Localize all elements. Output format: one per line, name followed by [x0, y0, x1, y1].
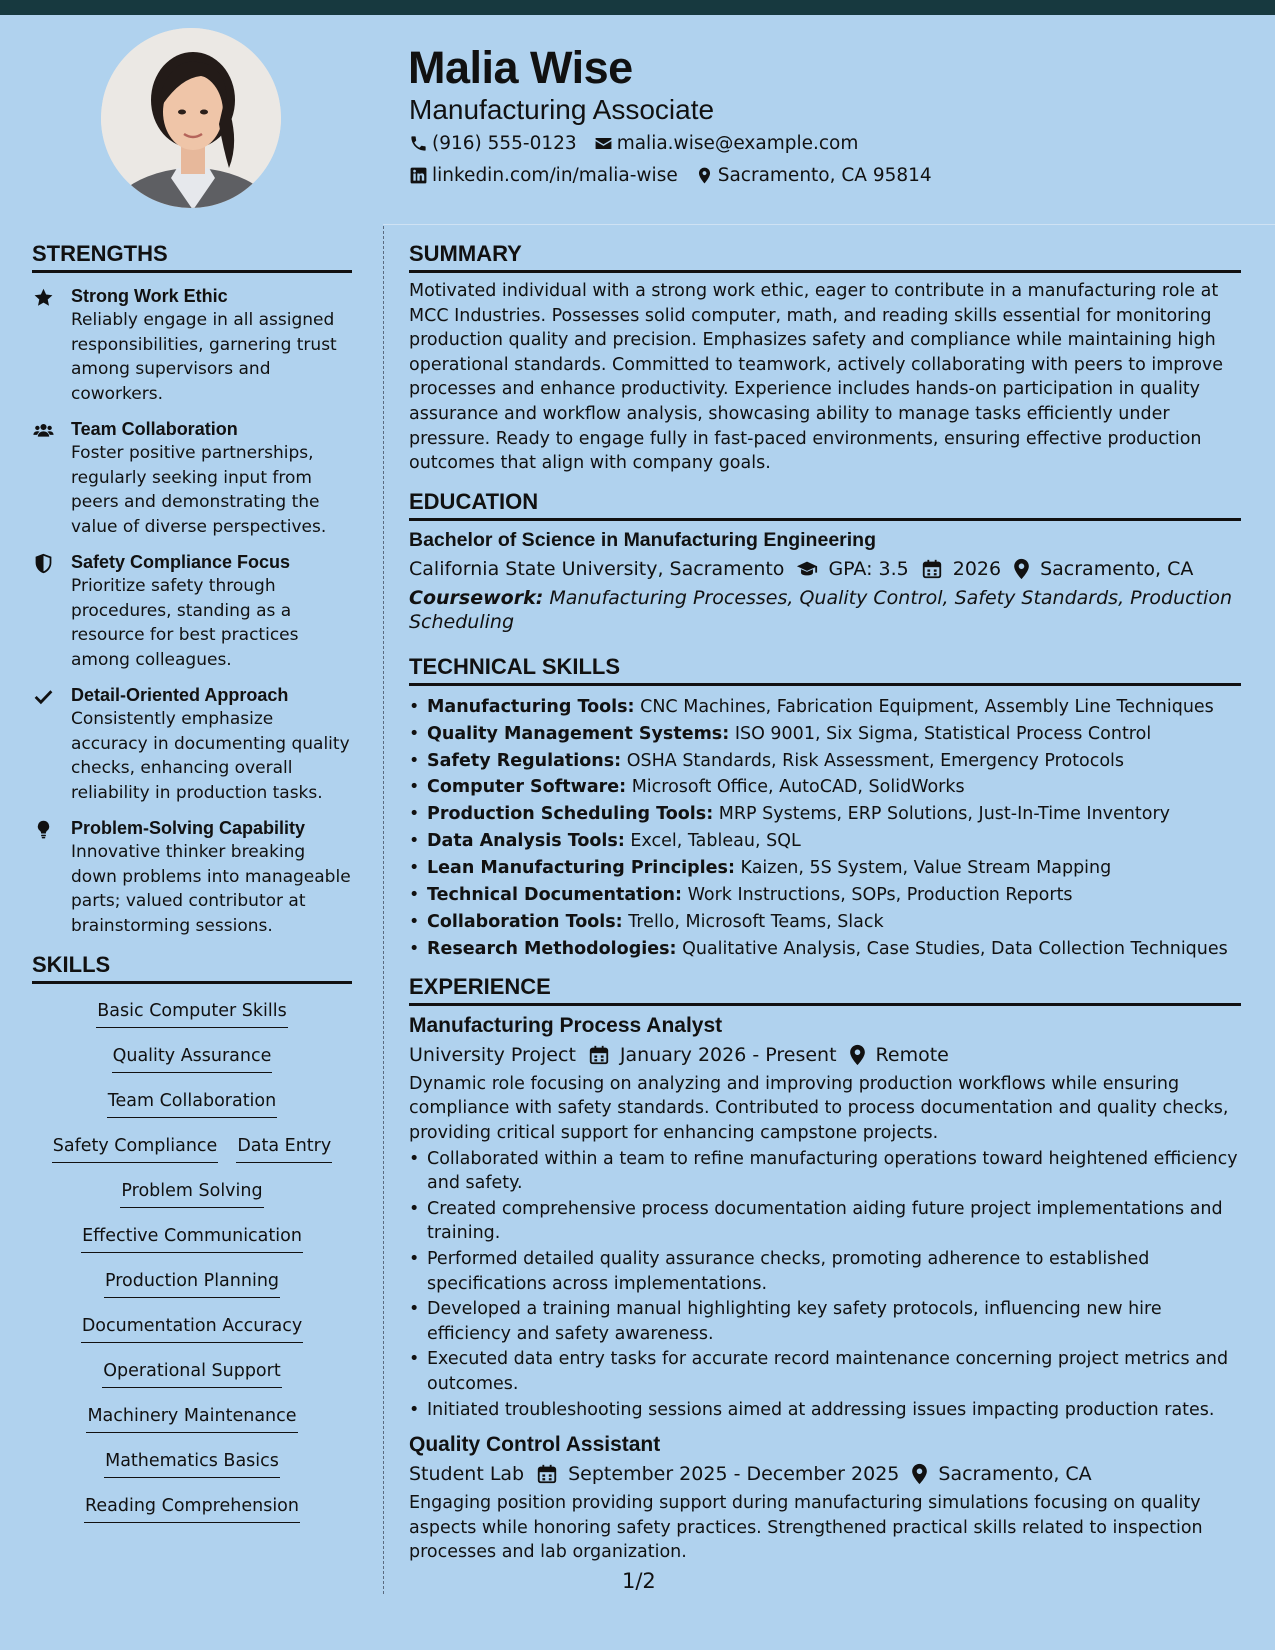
list-item: • Performed detailed quality assurance checks, promoting adherence to established specifications across implementations. — [409, 1247, 1241, 1296]
job-entry — [409, 1014, 1241, 1422]
job-location: Remote — [875, 1043, 949, 1066]
tech-skill-value: ISO 9001, Six Sigma, Statistical Process Control — [734, 723, 1152, 744]
coursework-text: Manufacturing Processes, Quality Control, Safety Standards, Production Scheduling — [409, 586, 1232, 634]
tech-skill-value: MRP Systems, ERP Solutions, Just-In-Time Inventory — [718, 804, 1171, 825]
location-text: Sacramento, CA 95814 — [717, 165, 932, 186]
profile-photo — [101, 28, 281, 208]
right-column — [409, 241, 1241, 1565]
tech-skill-value: Work Instructions, SOPs, Production Reports — [687, 885, 1073, 906]
tech-skill-label: Collaboration Tools: — [427, 912, 623, 932]
location-contact — [695, 165, 932, 186]
technical-skills-heading: TECHNICAL SKILLS — [409, 654, 1241, 686]
map-pin-icon — [911, 1463, 928, 1485]
map-pin-icon — [695, 166, 714, 185]
strength-item — [32, 683, 352, 805]
strength-item — [32, 284, 352, 406]
job-location: Sacramento, CA — [938, 1463, 1092, 1486]
list-item: • Developed a training manual highlighting key safety protocols, influencing new hire efficiency and safety awareness. — [409, 1297, 1241, 1346]
contact-row — [409, 133, 875, 154]
tech-skill-value: CNC Machines, Fabrication Equipment, Assembly Line Techniques — [640, 696, 1214, 717]
tech-skill-value: Excel, Tableau, SQL — [630, 831, 801, 852]
gpa-text: GPA: 3.5 — [828, 557, 909, 580]
strength-item — [32, 417, 352, 539]
experience-heading: EXPERIENCE — [409, 974, 1241, 1006]
coursework-label: Coursework: — [409, 586, 544, 609]
tech-skill-value: Trello, Microsoft Teams, Slack — [628, 912, 884, 932]
list-item — [409, 721, 1241, 748]
tech-skill-label: Computer Software: — [427, 777, 627, 798]
job-description: Engaging position providing support during manufacturing simulations focusing on quality aspects while honoring safety practices. Strengthened practical skills related to inspection processes and lab organization. — [409, 1493, 1203, 1563]
envelope-icon — [594, 134, 613, 153]
list-item — [409, 855, 1241, 882]
graduation-year: 2026 — [952, 557, 1002, 580]
tech-skill-value: Microsoft Office, AutoCAD, SolidWorks — [631, 777, 965, 798]
check-icon — [33, 686, 54, 707]
column-divider — [383, 226, 384, 1594]
left-column — [32, 241, 352, 1538]
job-organization: University Project — [409, 1043, 576, 1066]
skill-tag: Quality Assurance — [112, 1043, 273, 1073]
header-divider — [383, 224, 1275, 225]
job-title: Manufacturing Process Analyst — [409, 1013, 723, 1037]
map-pin-icon — [1013, 558, 1030, 580]
skill-tag: Machinery Maintenance — [86, 1403, 297, 1433]
list-item — [409, 936, 1241, 963]
skill-tag: Data Entry — [236, 1133, 332, 1163]
summary-heading: SUMMARY — [409, 241, 1241, 273]
email-contact[interactable] — [594, 133, 859, 154]
strength-item — [32, 550, 352, 672]
list-item — [409, 801, 1241, 828]
tech-skill-label: Technical Documentation: — [427, 885, 683, 906]
tech-skill-label: Safety Regulations: — [427, 750, 622, 771]
list-item: • Executed data entry tasks for accurate record maintenance concerning project metrics and outcomes. — [409, 1347, 1241, 1396]
calendar-icon — [588, 1044, 610, 1066]
shield-icon — [33, 553, 54, 574]
star-icon — [33, 287, 54, 308]
map-pin-icon — [849, 1044, 866, 1066]
strength-title: Safety Compliance Focus — [71, 552, 291, 572]
summary-text: Motivated individual with a strong work ethic, eager to contribute in a manufacturing role at MCC Industries. Possesses solid computer, math, and reading skills essential for monitoring production quality and precision. Emphasizes safety and compliance while maintaining high operational standards. Committed to teamwork, actively collaborating with peers to improve processes and enhance productivity. Experience includes hands-on participation in quality assurance and workflow analysis, showcasing ability to manage tasks efficiently under pressure. Ready to engage fully in fast-paced environments, ensuring effective production outcomes that align with company goals. — [409, 281, 1224, 474]
skill-tag: Mathematics Basics — [104, 1448, 280, 1478]
strength-description: Reliably engage in all assigned responsibilities, garnering trust among supervisors and coworkers. — [71, 310, 337, 404]
skill-tag: Documentation Accuracy — [81, 1313, 303, 1343]
job-dates: January 2026 - Present — [619, 1043, 837, 1066]
skills-heading: SKILLS — [32, 952, 352, 984]
tech-skill-label: Research Methodologies: — [427, 938, 677, 959]
list-item — [409, 774, 1241, 801]
tech-skill-label: Quality Management Systems: — [427, 723, 730, 744]
skill-tag: Team Collaboration — [107, 1088, 277, 1118]
list-item — [409, 909, 1241, 936]
list-item: • Initiated troubleshooting sessions aimed at addressing issues impacting production rates. — [409, 1398, 1241, 1423]
list-item: • Collaborated within a team to refine manufacturing operations toward heightened efficiency and safety. — [409, 1147, 1241, 1196]
job-meta — [409, 1044, 1241, 1066]
skill-tag: Reading Comprehension — [84, 1493, 300, 1523]
strength-title: Detail-Oriented Approach — [71, 685, 289, 705]
tech-skill-value: OSHA Standards, Risk Assessment, Emergency Protocols — [626, 750, 1125, 771]
coursework — [409, 586, 1241, 635]
candidate-title: Manufacturing Associate — [409, 94, 715, 125]
job-description: Dynamic role focusing on analyzing and improving production workflows while ensuring compliance with safety standards. Contributed to process documentation and quality checks, providing critical support for enhancing campstone projects. — [409, 1073, 1229, 1143]
skill-tag: Effective Communication — [81, 1223, 303, 1253]
tech-skill-label: Data Analysis Tools: — [427, 831, 625, 852]
list-item: • Created comprehensive process documentation aiding future project implementations and training. — [409, 1197, 1241, 1246]
skill-tag: Production Planning — [104, 1268, 280, 1298]
strengths-heading: STRENGTHS — [32, 241, 352, 273]
tech-skill-label: Production Scheduling Tools: — [427, 804, 714, 825]
job-meta — [409, 1463, 1241, 1485]
phone-icon — [409, 134, 428, 153]
tech-skill-label: Lean Manufacturing Principles: — [427, 858, 735, 879]
tech-skill-label: Manufacturing Tools: — [427, 696, 635, 717]
calendar-icon — [536, 1463, 558, 1485]
list-item — [409, 828, 1241, 855]
job-entry — [409, 1433, 1241, 1565]
skill-tag: Problem Solving — [120, 1178, 263, 1208]
page-number: 1/2 — [622, 1569, 656, 1593]
linkedin-text[interactable]: linkedin.com/in/malia-wise — [432, 165, 678, 186]
skill-tag: Operational Support — [102, 1358, 281, 1388]
strength-title: Strong Work Ethic — [71, 286, 228, 306]
strength-title: Team Collaboration — [71, 419, 238, 439]
candidate-name: Malia Wise — [408, 42, 633, 93]
linkedin-icon — [409, 166, 428, 185]
skill-tag: Safety Compliance — [52, 1133, 219, 1163]
job-title: Quality Control Assistant — [409, 1433, 661, 1457]
job-bullets — [409, 1147, 1241, 1423]
strength-title: Problem-Solving Capability — [71, 818, 306, 838]
list-item — [409, 882, 1241, 909]
list-item — [409, 694, 1241, 721]
school-name: California State University, Sacramento — [409, 557, 785, 580]
users-icon — [33, 420, 54, 441]
education-location: Sacramento, CA — [1040, 557, 1194, 580]
tech-skill-value: Kaizen, 5S System, Value Stream Mapping — [740, 858, 1112, 879]
job-dates: September 2025 - December 2025 — [568, 1463, 900, 1486]
top-accent-bar — [0, 0, 1275, 15]
education-heading: EDUCATION — [409, 489, 1241, 521]
calendar-icon — [921, 558, 943, 580]
phone-contact — [409, 133, 577, 154]
job-organization: Student Lab — [409, 1463, 525, 1486]
strength-description: Foster positive partnerships, regularly seeking input from peers and demonstrating the value of diverse perspectives. — [71, 443, 327, 537]
degree-title: Bachelor of Science in Manufacturing Engineering — [409, 528, 876, 551]
linkedin-contact[interactable] — [409, 165, 678, 186]
list-item — [409, 748, 1241, 775]
graduation-cap-icon — [796, 558, 818, 580]
tech-skill-value: Qualitative Analysis, Case Studies, Data Collection Techniques — [682, 938, 1228, 959]
email-text[interactable]: malia.wise@example.com — [616, 133, 859, 154]
skill-tag: Basic Computer Skills — [96, 998, 287, 1028]
technical-skills-list — [409, 694, 1241, 963]
strength-description: Prioritize safety through procedures, standing as a resource for best practices among colleagues. — [71, 576, 299, 670]
education-meta — [409, 558, 1241, 580]
skill-tags — [32, 984, 352, 1538]
strength-item — [32, 816, 352, 938]
contact-row — [409, 165, 949, 186]
strength-description: Innovative thinker breaking down problems into manageable parts; valued contributor at brainstorming sessions. — [71, 842, 351, 936]
strength-description: Consistently emphasize accuracy in documenting quality checks, enhancing overall reliability in production tasks. — [71, 709, 350, 803]
phone-text: (916) 555-0123 — [432, 133, 577, 154]
lightbulb-icon — [33, 819, 54, 840]
